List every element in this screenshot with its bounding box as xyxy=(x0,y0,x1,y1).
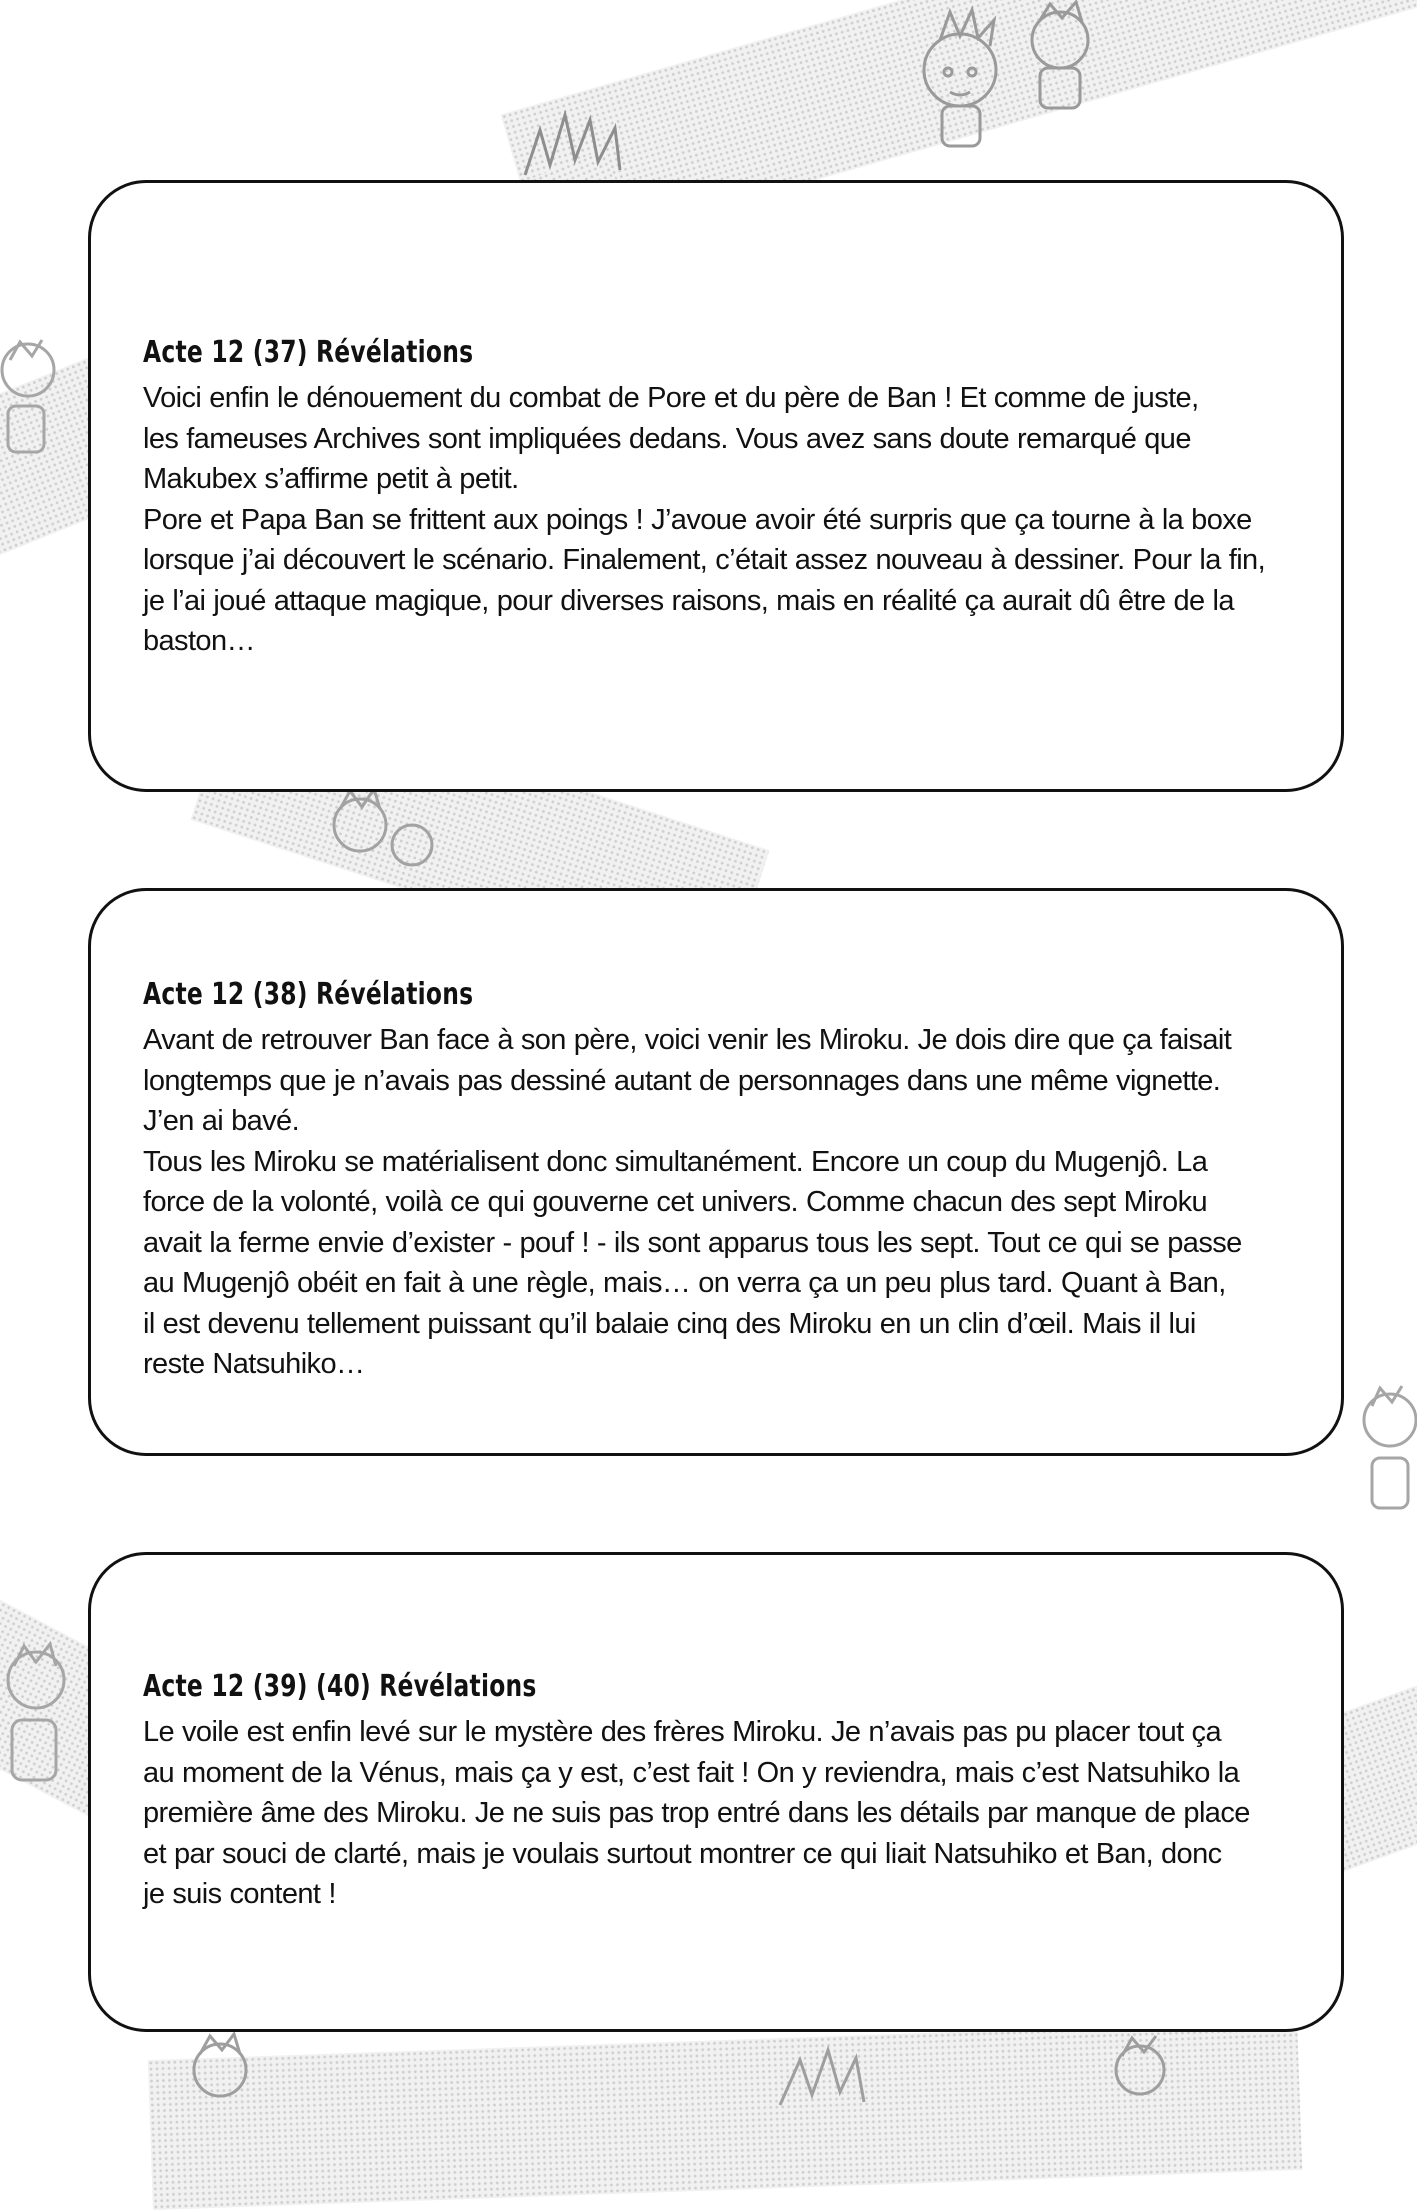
note-line: au moment de la Vénus, mais ça y est, c’est fait ! On y reviendra, mais c’est Natsuhiko la xyxy=(143,1756,1240,1789)
note-line: et par souci de clarté, mais je voulais surtout montrer ce qui liait Natsuhiko et Ban, donc xyxy=(143,1837,1222,1870)
chibi-character-mid-icon xyxy=(320,785,440,875)
note-line: première âme des Miroku. Je ne suis pas trop entré dans les détails par manque de place xyxy=(143,1797,1250,1829)
note-line: je l’ai joué attaque magique, pour diverses raisons, mais en réalité ça aurait dû être de la xyxy=(143,584,1234,617)
chibi-face-left-icon xyxy=(0,330,70,470)
chibi-character-icon xyxy=(890,0,1120,160)
note-body xyxy=(143,1020,1341,1385)
note-line: Le voile est enfin levé sur le mystère des frères Miroku. Je n’avais pas pu placer tout ça xyxy=(143,1716,1221,1748)
note-line: Voici enfin le dénouement du combat de Pore et du père de Ban ! Et comme de juste, xyxy=(143,382,1199,414)
note-line: Tous les Miroku se matérialisent donc simultanément. Encore un coup du Mugenjô. La xyxy=(143,1145,1208,1178)
note-body xyxy=(143,1712,1341,1915)
note-line: longtemps que je n’avais pas dessiné autant de personnages dans une même vignette. xyxy=(143,1064,1221,1097)
note-line: J’en ai bavé. xyxy=(143,1105,300,1137)
note-line: baston… xyxy=(143,625,255,657)
note-title: Acte 12 (39) (40) Révélations xyxy=(143,1669,537,1704)
note-line: reste Natsuhiko… xyxy=(143,1348,365,1380)
note-line: avait la ferme envie d’exister - pouf ! - ils sont apparus tous les sept. Tout ce qui se passe xyxy=(143,1226,1242,1259)
note-body xyxy=(143,378,1341,662)
note-box-1 xyxy=(88,180,1344,792)
chibi-character-bottom-left-icon xyxy=(0,1640,90,1830)
note-line: je suis content ! xyxy=(143,1878,336,1910)
note-line: au Mugenjô obéit en fait à une règle, mais… on verra ça un peu plus tard. Quant à Ban, xyxy=(143,1267,1226,1299)
note-line: il est devenu tellement puissant qu’il balaie cinq des Miroku en un clin d’œil. Mais il lui xyxy=(143,1307,1196,1340)
note-line: Pore et Papa Ban se frittent aux poings ! J’avoue avoir été surpris que ça tourne à la boxe xyxy=(143,503,1252,536)
note-line: les fameuses Archives sont impliquées dedans. Vous avez sans doute remarqué que xyxy=(143,422,1191,455)
note-line: lorsque j’ai découvert le scénario. Finalement, c’était assez nouveau à dessiner. Pour la fin, xyxy=(143,544,1266,576)
note-line: Makubex s’affirme petit à petit. xyxy=(143,463,519,495)
chibi-face-right-icon xyxy=(1350,1380,1417,1540)
note-box-2 xyxy=(88,888,1344,1456)
note-title: Acte 12 (38) Révélations xyxy=(143,977,474,1012)
note-title: Acte 12 (37) Révélations xyxy=(143,335,474,370)
spiky-hair-icon xyxy=(520,110,640,180)
note-box-3 xyxy=(88,1552,1344,2032)
note-line: force de la volonté, voilà ce qui gouverne cet univers. Comme chacun des sept Miroku xyxy=(143,1186,1208,1218)
note-line: Avant de retrouver Ban face à son père, voici venir les Miroku. Je dois dire que ça faisait xyxy=(143,1024,1232,1056)
